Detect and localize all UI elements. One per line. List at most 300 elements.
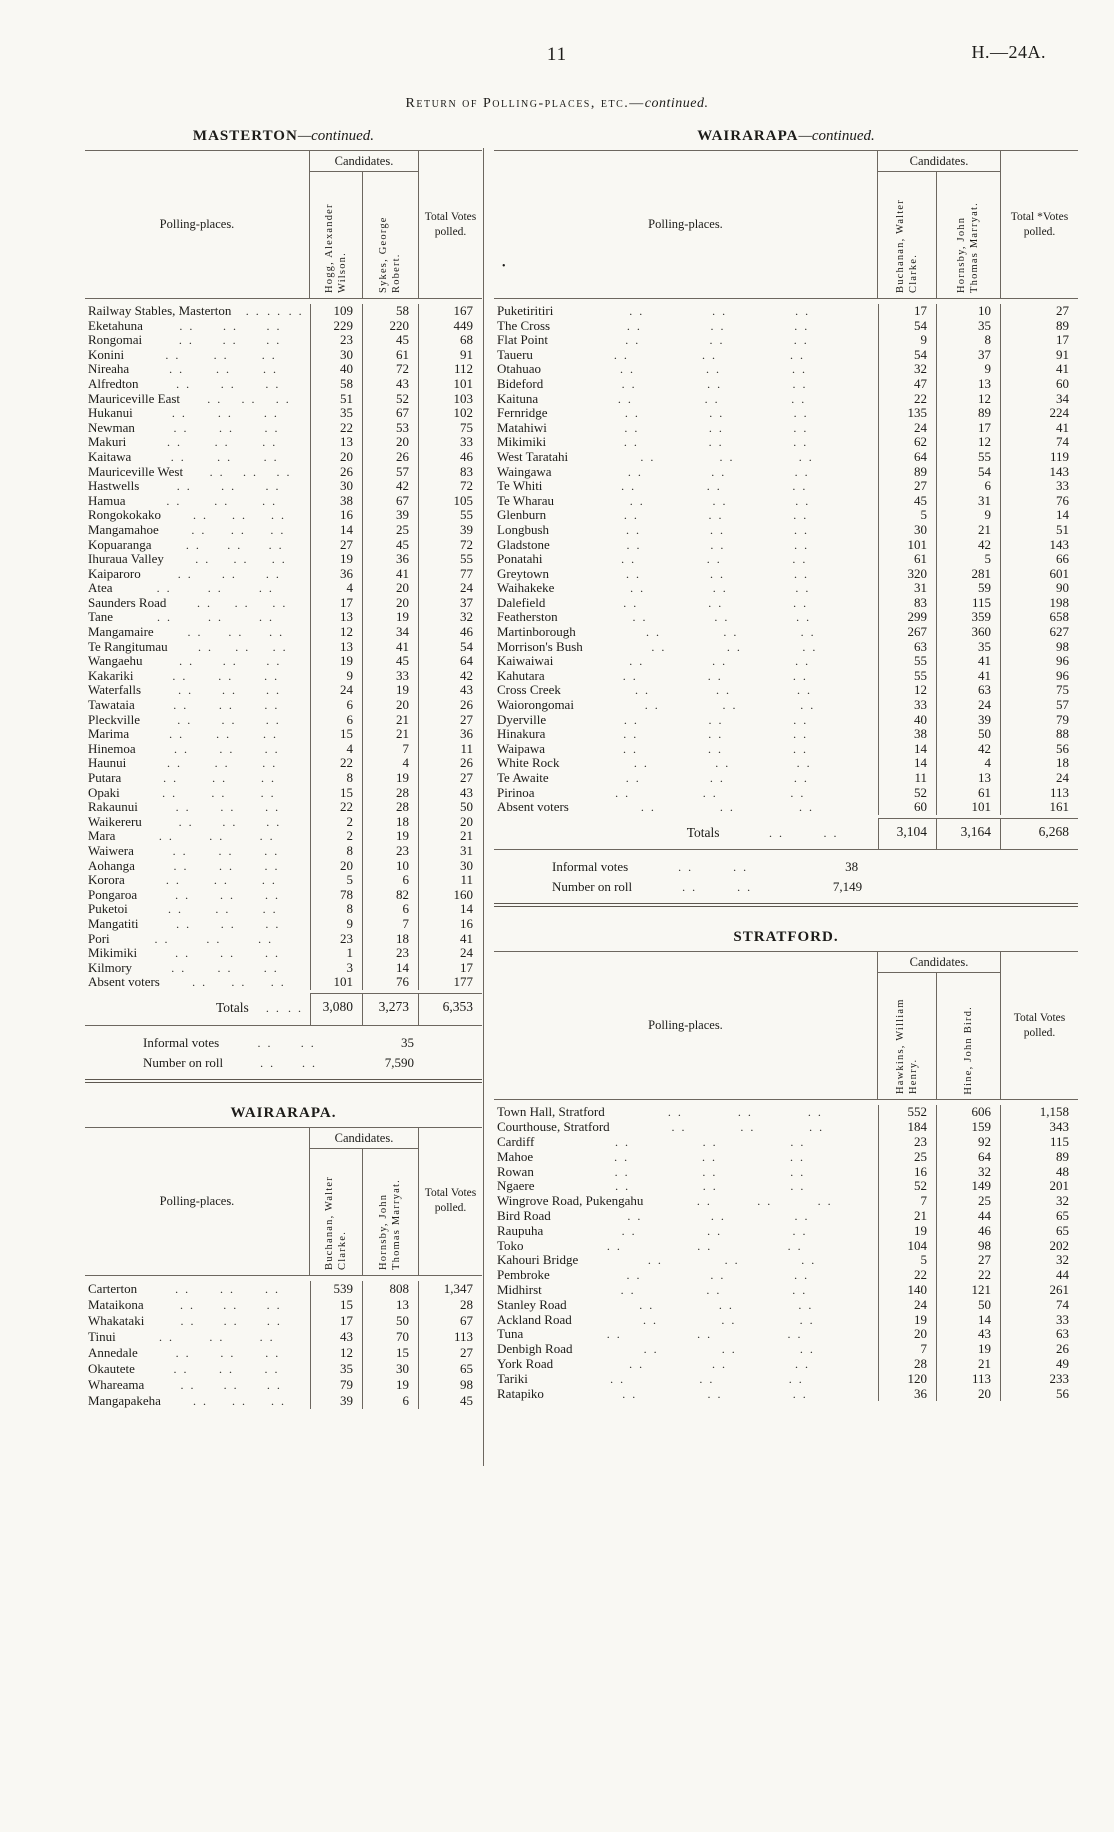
- candidate-votes: 45: [878, 494, 936, 509]
- candidate-votes: 30: [878, 523, 936, 538]
- candidate-column-header: [936, 973, 1000, 1099]
- table-row: [494, 1283, 1078, 1298]
- candidate-votes: 39: [362, 508, 418, 523]
- total-votes: 143: [1000, 465, 1078, 480]
- polling-place-name: Waikereru: [88, 814, 142, 829]
- candidate-votes: 20: [310, 450, 362, 465]
- dot-leader: . . . . . .: [615, 785, 806, 800]
- dot-leader: . . . . . .: [207, 391, 291, 406]
- table-row: [494, 625, 1078, 640]
- dot-leader: . . . . . .: [644, 698, 816, 713]
- candidate-votes: 9: [310, 917, 362, 932]
- total-votes: 201: [1000, 1179, 1078, 1194]
- polling-place-name: Hamua: [88, 493, 126, 508]
- number-on-roll-label: Number on roll: [143, 1054, 224, 1070]
- polling-place-name: Toko: [497, 1238, 524, 1253]
- dot-leader: . . . . . .: [178, 683, 281, 698]
- candidate-column-header: [362, 1149, 418, 1275]
- total-votes: 27: [418, 713, 482, 728]
- totals-all-votes: 6,268: [1000, 818, 1078, 850]
- candidate-votes: 22: [310, 421, 362, 436]
- dot-leader: . . . . . .: [622, 1386, 808, 1401]
- dot-leader: . . . . . .: [621, 1223, 808, 1238]
- polling-place-name: Waingawa: [497, 464, 552, 479]
- polling-place-name: Haunui: [88, 756, 127, 771]
- table-row: [85, 1393, 482, 1409]
- number-on-roll-value: 7,149: [832, 879, 863, 895]
- candidate-votes: 26: [362, 450, 418, 465]
- dot-leader: . . . . . .: [177, 712, 281, 727]
- candidate-votes: 229: [310, 319, 362, 334]
- polling-place-name: Mikimiki: [88, 946, 138, 961]
- total-votes: 101: [418, 377, 482, 392]
- candidate-votes: 26: [310, 465, 362, 480]
- candidate-votes: 79: [310, 1377, 362, 1393]
- table-row: [494, 756, 1078, 771]
- total-votes-label: Total *Votes polled.: [1000, 151, 1078, 298]
- subtitle-text: Return of Polling-places, etc.—: [405, 96, 645, 111]
- results-table: [85, 1127, 482, 1409]
- polling-place-name: Rongokokako: [88, 508, 161, 523]
- table-row: [85, 421, 482, 436]
- polling-place-name: Ackland Road: [497, 1312, 572, 1327]
- table-row: [494, 406, 1078, 421]
- total-votes: 48: [1000, 1165, 1078, 1180]
- candidate-votes: 19: [310, 654, 362, 669]
- table-row: [494, 552, 1078, 567]
- dot-leader: . . . . . .: [667, 1105, 823, 1120]
- polling-place-name: Puketoi: [88, 902, 128, 917]
- candidate-votes: 54: [878, 319, 936, 334]
- candidate-votes: 53: [362, 421, 418, 436]
- dot-leader: . . . . . .: [624, 406, 809, 421]
- total-votes: 11: [418, 742, 482, 757]
- table-row: [494, 596, 1078, 611]
- candidate-votes: 50: [362, 1313, 418, 1329]
- dot-leader: . . . . . .: [185, 537, 284, 552]
- polling-place-name: Wangaehu: [88, 654, 143, 669]
- polling-place-name: Cardiff: [497, 1134, 535, 1149]
- table-header: [494, 151, 1078, 299]
- table-row: [85, 917, 482, 932]
- candidate-votes: 39: [936, 713, 1000, 728]
- candidate-votes: 13: [310, 610, 362, 625]
- dot-leader: . . . .: [260, 1055, 318, 1070]
- polling-place-name: Featherston: [497, 610, 558, 625]
- total-votes: 76: [1000, 494, 1078, 509]
- candidate-votes: 19: [362, 1377, 418, 1393]
- total-votes: 65: [418, 1361, 482, 1377]
- candidates-label: Candidates.: [310, 1128, 418, 1149]
- polling-place-name: Absent voters: [497, 800, 569, 815]
- table-row: [85, 1313, 482, 1329]
- total-votes: 43: [418, 683, 482, 698]
- table-row: [494, 1253, 1078, 1268]
- candidate-votes: 8: [310, 902, 362, 917]
- total-votes: 33: [1000, 479, 1078, 494]
- candidate-votes: 43: [310, 1329, 362, 1345]
- table-row: [494, 698, 1078, 713]
- dot-leader: . . . . . .: [175, 800, 281, 815]
- table-row: [494, 771, 1078, 786]
- total-votes: 26: [418, 698, 482, 713]
- table-row: [494, 392, 1078, 407]
- candidate-votes: 19: [362, 610, 418, 625]
- total-votes: 72: [418, 538, 482, 553]
- candidate-votes: 36: [362, 552, 418, 567]
- total-votes: 32: [1000, 1194, 1078, 1209]
- table-row: [85, 946, 482, 961]
- polling-place-name: Eketahuna: [88, 318, 143, 333]
- polling-place-name: Waiorongomai: [497, 698, 574, 713]
- table-row: [85, 888, 482, 903]
- total-votes: 27: [418, 1345, 482, 1361]
- dot-leader: . . . . . .: [179, 654, 282, 669]
- polling-place-name: Te Awaite: [497, 771, 549, 785]
- candidate-votes: 35: [310, 406, 362, 421]
- candidate-votes: 4: [936, 756, 1000, 771]
- total-votes: 14: [418, 902, 482, 917]
- dot-leader: . . . . . .: [169, 727, 279, 742]
- total-votes: 27: [1000, 304, 1078, 319]
- total-votes: 658: [1000, 610, 1078, 625]
- table-row: [494, 523, 1078, 538]
- total-votes: 233: [1000, 1372, 1078, 1387]
- candidate-votes: 121: [936, 1283, 1000, 1298]
- candidate-votes: 4: [310, 581, 362, 596]
- table-row: [494, 1387, 1078, 1402]
- candidate-votes: 23: [362, 844, 418, 859]
- polling-place-name: Kopuaranga: [88, 537, 152, 552]
- dot-leader: . . . . . .: [629, 654, 811, 669]
- candidate-votes: 60: [878, 800, 936, 815]
- total-votes: 1,158: [1000, 1105, 1078, 1120]
- candidate-votes: 7: [878, 1342, 936, 1357]
- total-votes: 34: [1000, 392, 1078, 407]
- candidate-votes: 45: [362, 538, 418, 553]
- polling-place-name: Kahutara: [497, 668, 545, 683]
- polling-place-name: Denbigh Road: [497, 1342, 573, 1357]
- candidate-votes: 17: [310, 1313, 362, 1329]
- candidate-votes: 2: [310, 829, 362, 844]
- table-row: [85, 1329, 482, 1345]
- candidate-votes: 17: [310, 596, 362, 611]
- candidate-name: Sykes, George Robert.: [378, 216, 403, 293]
- page-number: 11: [546, 44, 568, 65]
- polling-place-name: Courthouse, Stratford: [497, 1120, 610, 1135]
- dot-leader: . . . . . .: [626, 566, 809, 581]
- polling-place-name: Flat Point: [497, 333, 548, 348]
- totals-candidate-2: 3,164: [936, 818, 1000, 850]
- total-votes: 90: [1000, 581, 1078, 596]
- candidate-votes: 25: [362, 523, 418, 538]
- candidate-votes: 34: [362, 625, 418, 640]
- candidate-votes: 22: [878, 392, 936, 407]
- total-votes: 66: [1000, 552, 1078, 567]
- candidate-votes: 98: [936, 1239, 1000, 1254]
- wairarapa-section: [85, 1105, 482, 1409]
- dot-leader: . . . . . .: [172, 668, 280, 683]
- polling-place-name: Mangamaire: [88, 625, 154, 640]
- candidate-votes: 67: [362, 494, 418, 509]
- candidate-votes: 89: [936, 406, 1000, 421]
- total-votes: 33: [1000, 1313, 1078, 1328]
- polling-place-name: Bird Road: [497, 1208, 551, 1223]
- candidate-votes: 17: [878, 304, 936, 319]
- candidate-votes: 7: [362, 917, 418, 932]
- candidate-votes: 72: [362, 362, 418, 377]
- candidate-votes: 21: [362, 713, 418, 728]
- candidate-votes: 20: [936, 1387, 1000, 1402]
- totals-candidate-1: 3,104: [878, 818, 936, 850]
- dot-leader: . . . . . .: [623, 595, 809, 610]
- polling-place-name: Stanley Road: [497, 1297, 567, 1312]
- dot-leader: . . . . . .: [627, 1208, 810, 1223]
- candidate-votes: 28: [878, 1357, 936, 1372]
- table-row: [85, 377, 482, 392]
- total-votes: 105: [418, 494, 482, 509]
- candidate-votes: 21: [936, 1357, 1000, 1372]
- total-votes: 37: [418, 596, 482, 611]
- candidate-votes: 40: [310, 362, 362, 377]
- table-row: [85, 1361, 482, 1377]
- candidate-votes: 6: [362, 873, 418, 888]
- polling-place-name: Bideford: [497, 376, 544, 391]
- table-row: [85, 435, 482, 450]
- dot-leader: . . . . . .: [623, 435, 809, 450]
- total-votes: 56: [1000, 1387, 1078, 1402]
- candidate-votes: 40: [878, 713, 936, 728]
- candidate-votes: 6: [310, 713, 362, 728]
- number-on-roll-row: [85, 1053, 482, 1073]
- dot-leader: . . . . . .: [640, 449, 814, 464]
- dot-leader: . . . . . .: [191, 522, 286, 537]
- polling-place-name: Marima: [88, 727, 130, 742]
- right-column: [494, 128, 1078, 1401]
- polling-place-name: Kaiparoro: [88, 566, 141, 581]
- candidate-votes: 5: [878, 508, 936, 523]
- polling-place-name: Longbush: [497, 522, 549, 537]
- candidate-votes: 58: [362, 304, 418, 319]
- candidate-votes: 12: [310, 625, 362, 640]
- dot-leader: . . . . . .: [629, 1356, 811, 1371]
- candidate-votes: 21: [362, 727, 418, 742]
- dot-leader: . . . . . .: [613, 347, 805, 362]
- candidate-votes: 2: [310, 815, 362, 830]
- title-continued: —continued.: [798, 128, 875, 144]
- candidate-votes: 808: [362, 1281, 418, 1297]
- candidate-votes: 28: [362, 786, 418, 801]
- table-row: [494, 348, 1078, 363]
- candidate-votes: 92: [936, 1135, 1000, 1150]
- table-row: [85, 319, 482, 334]
- dot-leader: . . . . . .: [629, 304, 811, 318]
- total-votes: 49: [1000, 1357, 1078, 1372]
- total-votes: 119: [1000, 450, 1078, 465]
- informal-votes-value: 38: [845, 859, 859, 875]
- total-votes: 60: [1000, 377, 1078, 392]
- dot-leader: . . . . . .: [173, 858, 280, 873]
- total-votes: 103: [418, 392, 482, 407]
- candidate-votes: 14: [310, 523, 362, 538]
- candidates-header: [877, 151, 1000, 298]
- candidate-votes: 20: [310, 859, 362, 874]
- polling-place-name: Rongomai: [88, 333, 143, 348]
- dot-leader: . . . . . .: [209, 464, 292, 479]
- candidate-votes: 36: [878, 1387, 936, 1402]
- polling-place-name: Te Whiti: [497, 479, 543, 494]
- polling-place-name: Annedale: [88, 1344, 138, 1360]
- total-votes: 51: [1000, 523, 1078, 538]
- polling-place-name: Fernridge: [497, 406, 548, 421]
- polling-place-name: Mauriceville West: [88, 464, 184, 479]
- dot-leader: . . . .: [257, 1035, 316, 1050]
- table-row: [494, 713, 1078, 728]
- dot-leader: . . . . . .: [646, 625, 816, 640]
- dot-leader: . . . .: [682, 880, 753, 895]
- total-votes: 24: [1000, 771, 1078, 786]
- dot-leader: . . . . . .: [621, 376, 808, 391]
- polling-place-rows: [494, 1100, 1078, 1401]
- dot-leader: . . . . . .: [165, 347, 277, 362]
- candidate-votes: 27: [936, 1253, 1000, 1268]
- dot-leader: . . . . . .: [173, 420, 280, 435]
- polling-place-name: York Road: [497, 1356, 554, 1371]
- dot-leader: . . . . . .: [620, 1282, 808, 1297]
- polling-place-name: Pori: [88, 931, 110, 946]
- dot-leader: . . . . . .: [175, 887, 281, 902]
- dot-leader: . . . .: [769, 826, 839, 841]
- section-title: [85, 1105, 482, 1122]
- table-row: [494, 1165, 1078, 1180]
- candidate-votes: 6: [362, 902, 418, 917]
- total-votes: 102: [418, 406, 482, 421]
- candidate-votes: 54: [936, 465, 1000, 480]
- table-header: [494, 952, 1078, 1100]
- total-votes: 160: [418, 888, 482, 903]
- total-votes: 98: [1000, 640, 1078, 655]
- dot-leader: . . . . . .: [620, 362, 807, 377]
- table-row: [85, 362, 482, 377]
- polling-place-name: Mahoe: [497, 1149, 534, 1164]
- candidate-votes: 45: [362, 654, 418, 669]
- section-title: [494, 929, 1078, 946]
- dot-leader: . . . . . .: [175, 946, 281, 961]
- candidate-votes: 9: [310, 669, 362, 684]
- electorate-name: STRATFORD.: [733, 929, 839, 946]
- dot-leader: . . . . . .: [179, 318, 282, 333]
- candidate-votes: 70: [362, 1329, 418, 1345]
- candidate-votes: 109: [310, 304, 362, 319]
- candidate-votes: 320: [878, 567, 936, 582]
- candidate-votes: 33: [878, 698, 936, 713]
- candidate-votes: 7: [362, 742, 418, 757]
- polling-place-name: Mataikona: [88, 1296, 144, 1312]
- dot-leader: . . . . . .: [627, 464, 810, 479]
- candidate-votes: 59: [936, 581, 1000, 596]
- candidate-votes: 43: [936, 1327, 1000, 1342]
- candidate-votes: 149: [936, 1179, 1000, 1194]
- masterton-section: [85, 128, 482, 1083]
- total-votes: 601: [1000, 567, 1078, 582]
- table-row: [494, 1313, 1078, 1328]
- candidate-votes: 299: [878, 610, 936, 625]
- dot-leader: . . . . . .: [639, 1297, 814, 1312]
- polling-places-label: Polling-places.: [648, 217, 723, 231]
- dot-leader: . . . . . .: [643, 1342, 815, 1357]
- candidate-votes: 83: [878, 596, 936, 611]
- table-row: [85, 727, 482, 742]
- candidate-votes: 36: [310, 567, 362, 582]
- summary-block: [85, 1026, 482, 1079]
- table-row: [85, 567, 482, 582]
- results-table: [494, 150, 1078, 849]
- polling-place-name: Dalefield: [497, 595, 546, 610]
- totals-label: Totals: [686, 825, 720, 841]
- candidate-votes: 5: [310, 873, 362, 888]
- table-row: [494, 567, 1078, 582]
- candidate-votes: 24: [936, 698, 1000, 713]
- total-votes: 89: [1000, 1150, 1078, 1165]
- polling-places-label: Polling-places.: [159, 217, 235, 231]
- dot-leader: . . . . . .: [647, 1253, 817, 1268]
- candidate-votes: 184: [878, 1120, 936, 1135]
- candidate-votes: 41: [362, 640, 418, 655]
- dot-leader: . . . . . .: [623, 727, 809, 742]
- candidates-header: [309, 1128, 418, 1275]
- candidate-votes: 64: [936, 1150, 1000, 1165]
- polling-place-name: Mangapakeha: [88, 1392, 161, 1408]
- candidate-votes: 8: [936, 333, 1000, 348]
- polling-place-name: White Rock: [497, 756, 560, 771]
- candidate-votes: 20: [878, 1327, 936, 1342]
- polling-place-name: Ihuraua Valley: [88, 552, 164, 567]
- total-votes: 56: [1000, 742, 1078, 757]
- candidate-votes: 67: [362, 406, 418, 421]
- table-row: [494, 304, 1078, 319]
- candidate-votes: 25: [878, 1150, 936, 1165]
- total-votes: 88: [1000, 727, 1078, 742]
- dot-leader: . . . . . .: [634, 683, 812, 698]
- polling-place-name: Mara: [88, 829, 116, 844]
- dot-leader: . . . . . .: [163, 771, 277, 785]
- table-row: [85, 508, 482, 523]
- polling-place-name: Ngaere: [497, 1179, 535, 1194]
- table-row: [85, 654, 482, 669]
- candidate-votes: 19: [310, 552, 362, 567]
- total-votes: 46: [418, 625, 482, 640]
- section-title: [85, 128, 482, 145]
- table-row: [85, 625, 482, 640]
- candidate-votes: 23: [310, 932, 362, 947]
- candidate-name: Hine, John Bird.: [962, 1005, 974, 1095]
- table-row: [85, 479, 482, 494]
- total-votes: 115: [1000, 1135, 1078, 1150]
- total-votes: 98: [418, 1377, 482, 1393]
- total-votes: 45: [418, 1393, 482, 1409]
- candidate-votes: 19: [936, 1342, 1000, 1357]
- polling-place-name: Pleckville: [88, 712, 140, 727]
- table-row: [85, 844, 482, 859]
- table-row: [494, 786, 1078, 801]
- candidate-votes: 159: [936, 1120, 1000, 1135]
- polling-place-name: Tane: [88, 610, 114, 625]
- candidate-name: Hornsby, John Thomas Marryat.: [378, 1178, 403, 1270]
- total-votes: 65: [1000, 1224, 1078, 1239]
- total-votes: 18: [1000, 756, 1078, 771]
- table-row: [85, 304, 482, 319]
- candidate-votes: 52: [878, 786, 936, 801]
